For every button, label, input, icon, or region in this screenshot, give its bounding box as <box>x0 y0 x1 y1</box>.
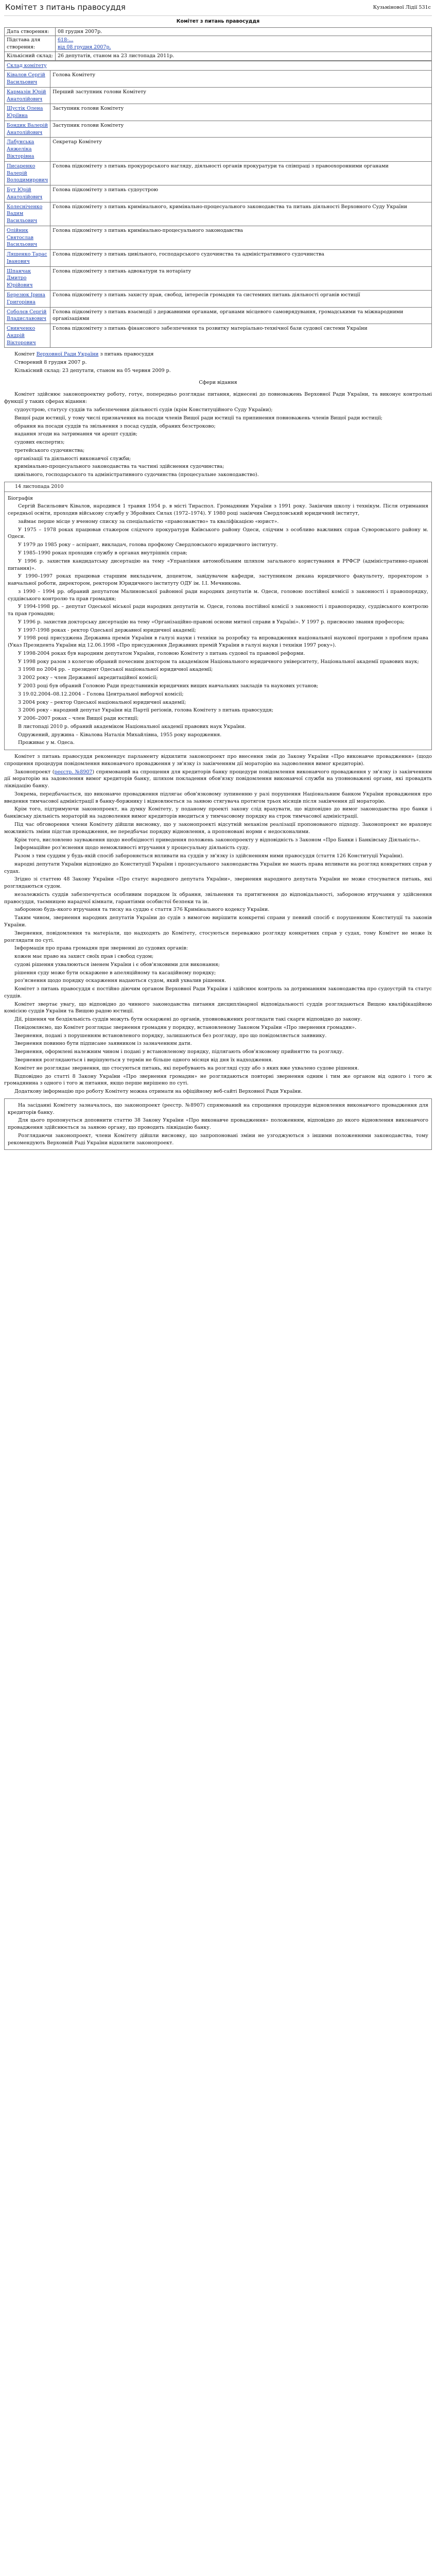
residence-line: Проживає у м. Одеса. <box>18 740 75 746</box>
analysis-paragraph: Комітет не розглядає звернення, що стосуються питань, які перебувають на розгляді суду або з яких вже ухвалено судове рішення. <box>14 1065 359 1071</box>
family-line: Одружений, дружина – Ківалова Наталія Михайлівна, 1955 року народження. <box>18 732 222 738</box>
member-role: Голова підкомітету з питань судоустрою <box>50 185 432 202</box>
meta-value: 26 депутатів, станом на 23 листопада 2011р. <box>56 52 432 60</box>
member-row <box>5 138 432 161</box>
law-link[interactable]: реєстр. №8907 <box>54 769 93 775</box>
analysis-text <box>4 791 432 1095</box>
biography-paragraph: У 1990–1997 роках працював старшим викладачем, доцентом, завідувачем кафедри, заступником декана юридичного факультету, проректором з навчальної роботи, директором, ректором Юридичного інституту ОДУ ім. І.І. Мечникова. <box>8 573 428 587</box>
biography-paragraph: З 2002 року – член Державної акредитаційної комісії; <box>18 675 158 681</box>
member-name[interactable]: Шустік Олена Юріївна <box>5 104 50 121</box>
analysis-paragraph: Дії, рішення чи бездіяльність суддів можуть бути оскаржені до органів, уповноважених розглядати такі скарги відповідно до закону. <box>14 1016 362 1023</box>
composition-table <box>4 61 432 348</box>
member-row <box>5 71 432 88</box>
member-role: Голова підкомітету з питань захисту прав, свобод, інтересів громадян та системних питань діяльності органів юстиції <box>50 291 432 308</box>
member-row <box>5 291 432 308</box>
biography-paragraph: У 1998 року разом з колегою обраний почесним доктором та академіком Національного юридичного університету, Національної академії правових наук; <box>18 658 419 665</box>
closing-paragraph: На засіданні Комітету зазначалось, що законопроект (реєстр. №8907) спрямований на спрощення процедури відновлення виконавчого провадження для кредиторів банку. <box>8 1102 428 1115</box>
member-name[interactable]: Шпанчак Дмитро Юрійович <box>5 266 50 290</box>
biography-paragraph: У 1985–1990 роках проходив службу в органах внутрішніх справ; <box>18 550 187 556</box>
author-name: Кузьмінової Лідії 531с <box>373 4 431 10</box>
biography-paragraph: З 19.02.2004–08.12.2004 – Голова Центральної виборчої комісії; <box>18 691 184 697</box>
analysis-paragraph: Крім того, підтримуючи законопроект, на думку Комітету, у поданому проекті закону слід врахувати, що відповідно до вимог законодавства про банки і банківську діяльність мораторій на задоволення вимог кредиторів вводиться у тимчасовому порядку на строк тимчасової адміністрації. <box>4 806 432 820</box>
analysis-paragraph: Комітет звертає увагу, що відповідно до чинного законодавства питання дисциплінарної відповідальності суддів розглядаються Вищою кваліфікаційною комісією суддів України та Вищою радою юстиції. <box>4 1001 432 1014</box>
analysis-paragraph: Інформація про права громадян при зверненні до судових органів: <box>14 945 188 952</box>
analysis-intro: Комітет з питань правосуддя рекомендує парламенту відхилити законопроект про внесення змін до Закону України «Про виконавче провадження» (щодо спрощення процедури повідомлення виконавчого провадження у зв'язку із закінченням дії мораторію на задоволення вимог кредиторів). <box>4 754 432 767</box>
analysis-section <box>4 753 432 1095</box>
area-item: цивільного, господарського та адміністративного судочинства (процесуальне законодавство). <box>14 472 259 478</box>
biography-paragraph: У 1996 р. захистив кандидатську дисертацію на тему «Управління автомобільним шляхом загального користування в РРФСР (адміністративно-правові питання)». <box>8 558 428 571</box>
areas-title: Сфери відання <box>199 380 237 386</box>
biography-paragraph: займає перше місце у вченому списку за спеціальністю «правознавство» та кваліфікацією «юрист». <box>18 518 279 524</box>
analysis-paragraph: Комітет з питань правосуддя є постійно діючим органом Верховної Ради України і здійснює контроль за дотриманням законодавства про судоустрій та статус суддів. <box>4 986 432 999</box>
analysis-paragraph: народні депутати України відповідно до Конституції України і процесуального законодавства України не мають права впливати на розгляд конкретних справ у судах. <box>4 861 432 874</box>
area-item: судоустрою, статусу суддів та забезпечення діяльності судів (крім Конституційного Суду України); <box>14 406 273 413</box>
page-title: Комітет з питань правосуддя <box>5 3 126 12</box>
document-title: Комітет з питань правосуддя <box>176 18 260 24</box>
biography-paragraph: У 1997-1998 роках - ректор Одеської державної юридичної академії; <box>18 627 196 633</box>
closing-text <box>8 1102 428 1147</box>
meta-row <box>5 36 432 52</box>
biography-paragraph: У 1994-1998 рр. – депутат Одеської міської ради народних депутатів м. Одеси, голова постійної комісії з законності і правопорядку, суддівського контролю та прав громадян; <box>8 604 428 617</box>
analysis-paragraph: рішення суду може бути оскаржене в апеляційному та касаційному порядку; <box>14 970 216 976</box>
biography-paragraph: У 1998-2004 роках був народним депутатом України, головою Комітету з питань судової та правової реформи. <box>18 650 305 656</box>
member-role: Секретар Комітету <box>50 138 432 161</box>
member-role: Перший заступник голови Комітету <box>50 87 432 104</box>
analysis-paragraph: Повідомляємо, що Комітет розглядає звернення громадян у порядку, встановленому Законом України «Про звернення громадян». <box>14 1024 357 1030</box>
areas-intro: Комітет здійснює законопроектну роботу, готує, попередньо розглядає питання, віднесені до повноважень Верховної Ради України, та виконує контрольні функції у таких сферах відання: <box>4 392 432 405</box>
biography-text <box>8 503 428 730</box>
analysis-paragraph: Інформаційне роз'яснення щодо неможливості втручання у процесуальну діяльність суду. <box>14 845 250 851</box>
analysis-paragraph: судові рішення ухвалюються іменем України і є обов'язковими для виконання; <box>14 961 220 968</box>
area-item: третейського судочинства; <box>14 447 85 453</box>
analysis-paragraph: Звернення повинно бути підписане заявником із зазначенням дати. <box>14 1041 192 1047</box>
analysis-paragraph: Зокрема, передбачається, що виконавче провадження підлягає обов'язковому зупиненню у разі порушення Національним банком України провадження про введення тимчасової адміністрації в банку-боржнику і відновлюється за заявою стягувача протягом трьох місяців після закінчення дії мораторію. <box>4 791 432 804</box>
committee-info <box>4 351 432 478</box>
analysis-paragraph: незалежність суддів забезпечується особливим порядком їх обрання, звільнення та притягнення до відповідальності, забороною втручання у здійснення правосуддя, таємницею нарадчої кімнати, гарантіями особистої безпеки та ін. <box>4 891 432 905</box>
member-role: Голова підкомітету з питань взаємодії з державними органами, органами місцевого самоврядування, громадськими та міжнародними організаціями <box>50 307 432 324</box>
member-name[interactable]: Соболєв Сергій Владиславович <box>5 307 50 324</box>
member-role: Голова підкомітету з питань фінансового забезпечення та розвитку матеріально-технічної бази судової системи України <box>50 324 432 348</box>
analysis-paragraph: Відповідно до статті 8 Закону України «Про звернення громадян» не розглядаються повторні звернення одним і тим же органом від одного і того ж громадянина з одного і того ж питання, якщо перше вирішено по суті. <box>4 1073 432 1087</box>
biography-paragraph: У 2006–2007 роках – член Вищої ради юстиції; <box>18 716 139 722</box>
analysis-paragraph: забороною будь-якого втручання та тиску на суддю є стаття 376 Кримінального кодексу України. <box>14 907 270 913</box>
member-row <box>5 307 432 324</box>
member-role: Голова підкомітету з питань адвокатури та нотаріату <box>50 266 432 290</box>
page-header <box>4 0 432 16</box>
closing-box <box>4 1098 432 1150</box>
meta-label: Кількісний склад: <box>5 52 56 60</box>
member-row <box>5 185 432 202</box>
created-date: Створений 8 грудня 2007 р. <box>14 360 87 366</box>
biography-paragraph: У 1975 – 1978 роках працював стажером слідчого прокуратури Київського району Одеси, слідчим з особливо важливих справ Суворовського району м. Одеси. <box>8 527 428 540</box>
member-name[interactable]: Березюк Ірина Григорівна <box>5 291 50 308</box>
member-role: Голова підкомітету з питань кримінально-процесуального законодавства <box>50 226 432 249</box>
analysis-paragraph: Звернення, оформлені належним чином і подані у встановленому порядку, підлягають обов'язковому прийняттю та розгляду. <box>14 1049 344 1055</box>
law-line: Законопроект (реєстр. №8907) спрямований на спрощення для кредиторів банку процедури повідомлення виконавчого провадження у зв'язку із закінченням дії мораторію на задоволення вимог кредиторів банку, шляхом покладення обов'язку повідомлення виконавчої служби на уповноважені органи, які провадять ліквідацію банку. <box>4 769 432 789</box>
analysis-paragraph: Звернення, подані з порушенням встановленого порядку, залишаються без розгляду, про що повідомляється заявнику. <box>14 1032 327 1039</box>
analysis-paragraph: Крім того, висловлено зауваження щодо необхідності приведення положень законопроекту у відповідність з Законом «Про Банки і Банківську Діяльність». <box>14 837 421 843</box>
biography-paragraph: З 2006 року - народний депутат України від Партії регіонів, голова Комітету з питань правосуддя; <box>18 707 274 714</box>
biography-heading: Біографія <box>8 495 33 501</box>
member-name[interactable]: Бондик Валерій Анатолійович <box>5 121 50 138</box>
meta-row <box>5 27 432 36</box>
analysis-paragraph: Під час обговорення члени Комітету дійшли висновку, що у законопроекті відсутній механізм реалізації пропонованого підходу. Законопроект не враховує можливість зміни підстав провадження, не передбачає порядку відновлення, а пропоновані норми є недосконалими. <box>4 822 432 835</box>
biography-paragraph: У 1979 до 1985 року – аспірант, викладач, голова профкому Свердловського юридичного інституту. <box>18 542 278 548</box>
analysis-paragraph: Разом з тим суддям у будь-якій спосіб забороняється впливати на суддів у зв'язку із здійсненням ними правосуддя (стаття 126 Конституції України). <box>14 853 404 859</box>
meta-value: 08 грудня 2007р. <box>56 27 432 36</box>
areas-list <box>4 406 432 479</box>
member-row <box>5 161 432 185</box>
member-name[interactable]: Кармазін Юрій Анатолійович <box>5 87 50 104</box>
closing-paragraph: Для цього пропонується доповнити статтю 38 Закону України «Про виконавче провадження» положенням, відповідно до якого відновлення виконавчого провадження здійснюється за заявою органу, що проводить ліквідацію банку. <box>8 1117 428 1131</box>
analysis-paragraph: кожен має право на захист своїх прав і свобод судом; <box>14 954 154 960</box>
member-row <box>5 226 432 249</box>
area-item: надання згоди на затримання чи арешт суддів; <box>14 431 137 437</box>
member-role: Голова підкомітету з питань прокурорського нагляду, діяльності органів прокуратури та співпраці з правоохоронними органами <box>50 161 432 185</box>
analysis-paragraph: Звернення розглядаються і вирішуються у термін не більше одного місяця від дня їх надходження. <box>14 1057 273 1063</box>
member-name[interactable]: Ківалов Сергій Васильович <box>5 71 50 88</box>
meta-label: Підстава для створення: <box>5 36 56 52</box>
member-name[interactable]: Лабунська Анжеліка Вікторівна <box>5 138 50 161</box>
biography-paragraph: з 1990 – 1994 рр. обраний депутатом Малиновської районної ради народних депутатів м. Одеси, головою постійної комісії з законності і правопорядку, суддівського контролю та прав громадян; <box>8 588 428 602</box>
member-row <box>5 202 432 226</box>
member-name[interactable]: Колесніченко Вадим Васильович <box>5 202 50 226</box>
member-row <box>5 324 432 348</box>
biography-paragraph: З 2004 року – ректор Одеської національної юридичної академії; <box>18 699 186 705</box>
biography-date: 14 листопада 2010 <box>5 482 431 492</box>
member-role: Заступник голови Комітету <box>50 104 432 121</box>
analysis-paragraph: Додаткову інформацію про роботу Комітету можна отримати на офіційному веб-сайті Верховної Ради України. <box>14 1089 303 1095</box>
analysis-paragraph: роз'яснення щодо порядку оскарження надаються судом, який ухвалив рішення. <box>14 978 226 984</box>
analysis-paragraph: Таким чином, звернення народних депутатів України до судів з вимогою вирішити конкретні справи у певний спосіб є порушенням Конституції та законів України. <box>4 915 432 928</box>
member-row <box>5 104 432 121</box>
biography-paragraph: З 1998 по 2004 рр. – президент Одеської національної юридичної академії; <box>18 667 213 673</box>
committee-size: Кількісний склад: 23 депутати, станом на 05 червня 2009 р. <box>14 367 171 374</box>
biography-box <box>4 482 432 750</box>
member-row <box>5 250 432 267</box>
member-row <box>5 266 432 290</box>
member-name[interactable]: Свинченко Андрій Вікторович <box>5 324 50 348</box>
member-name[interactable]: Ляшенко Тарас Іванович <box>5 250 50 267</box>
member-name[interactable]: Олійник Святослав Васильович <box>5 226 50 249</box>
analysis-paragraph: Звернення, повідомлення та матеріали, що надходять до Комітету, стосуються переважно розгляду конкретних справ у судах, тому Комітет не може їх розглядати по суті. <box>4 930 432 943</box>
committee-line: Комітет Верховної Ради України з питань правосуддя <box>14 351 154 358</box>
member-role: Голова Комітету <box>50 71 432 88</box>
meta-label: Дата створення: <box>5 27 56 36</box>
biography-paragraph: У 1996 р. захистив докторську дисертацію на тему «Організаційно-правові основи митної справи в Україні». У 1997 р. присвоєно звання професора; <box>18 619 405 625</box>
meta-value[interactable]: 618-... від 08 грудня 2007р. <box>56 36 432 52</box>
biography-paragraph: В листопаді 2010 р. обраний академіком Національної академії правових наук України. <box>18 723 246 730</box>
parliament-link[interactable]: Верховної Ради України <box>36 351 99 358</box>
biography-paragraph: Сергій Васильович Ківалов, народився 1 травня 1954 р. в місті Тираспол. Громадянин України з 1991 року. Закінчив школу і технікум. Після отримання середньої освіти, проходив військову службу у Збройних Силах (1972–1974). У 1980 році закінчив Свердловський юридичний інститут, <box>8 503 428 517</box>
biography-paragraph: У 2003 році був обраний Головою Ради представників юридичних вищих навчальних закладів та наукових установ; <box>18 683 319 689</box>
meta-table <box>4 27 432 61</box>
area-item: судових експертиз; <box>14 439 65 446</box>
closing-paragraph: Розглядаючи законопроект, члени Комітету дійшли висновку, що запропоновані зміни не узгоджуються з іншими положеннями законодавства, тому рекомендують Верховній Раді України відхилити законопроект. <box>8 1132 428 1146</box>
meta-row <box>5 52 432 60</box>
member-name[interactable]: Бут Юрій Анатолійович <box>5 185 50 202</box>
member-role: Заступник голови Комітету <box>50 121 432 138</box>
member-row <box>5 87 432 104</box>
member-role: Голова підкомітету з питань цивільного, господарського судочинства та адміністративного судочинства <box>50 250 432 267</box>
area-item: Вищої ради юстиції, у тому числі призначення на посади членів Вищої ради юстиції та припинення повноважень членів Вищої ради юстиції; <box>14 415 383 421</box>
document-page <box>4 0 432 1156</box>
member-role: Голова підкомітету з питань кримінального, кримінально-процесуального законодавства та питань діяльності Верховного Суду України <box>50 202 432 226</box>
biography-paragraph: У 1998 році присуджена Державна премія України в галузі науки і техніки за розробку та впровадження національної наукової програми з проблем права (Указ Президента України від 12.06.1998 «Про присудження Державних премій України в галузі науки і техніки 1997 року»). <box>8 635 428 649</box>
composition-header: Склад комітету <box>5 61 432 71</box>
area-item: обрання на посади суддів та звільнення з посад суддів, обраних безстроково; <box>14 423 216 429</box>
area-item: організації та діяльності виконавчої служби; <box>14 455 131 462</box>
area-item: кримінально-процесуального законодавства та частині здійснення судочинства; <box>14 464 224 470</box>
member-name[interactable]: Писаренко Валерій Володимирович <box>5 161 50 185</box>
member-row <box>5 121 432 138</box>
analysis-paragraph: Згідно зі статтею 48 Закону України «Про статус народного депутата України», звернення народного депутата України не може стосуватися питань, які розглядаються судом. <box>4 876 432 890</box>
